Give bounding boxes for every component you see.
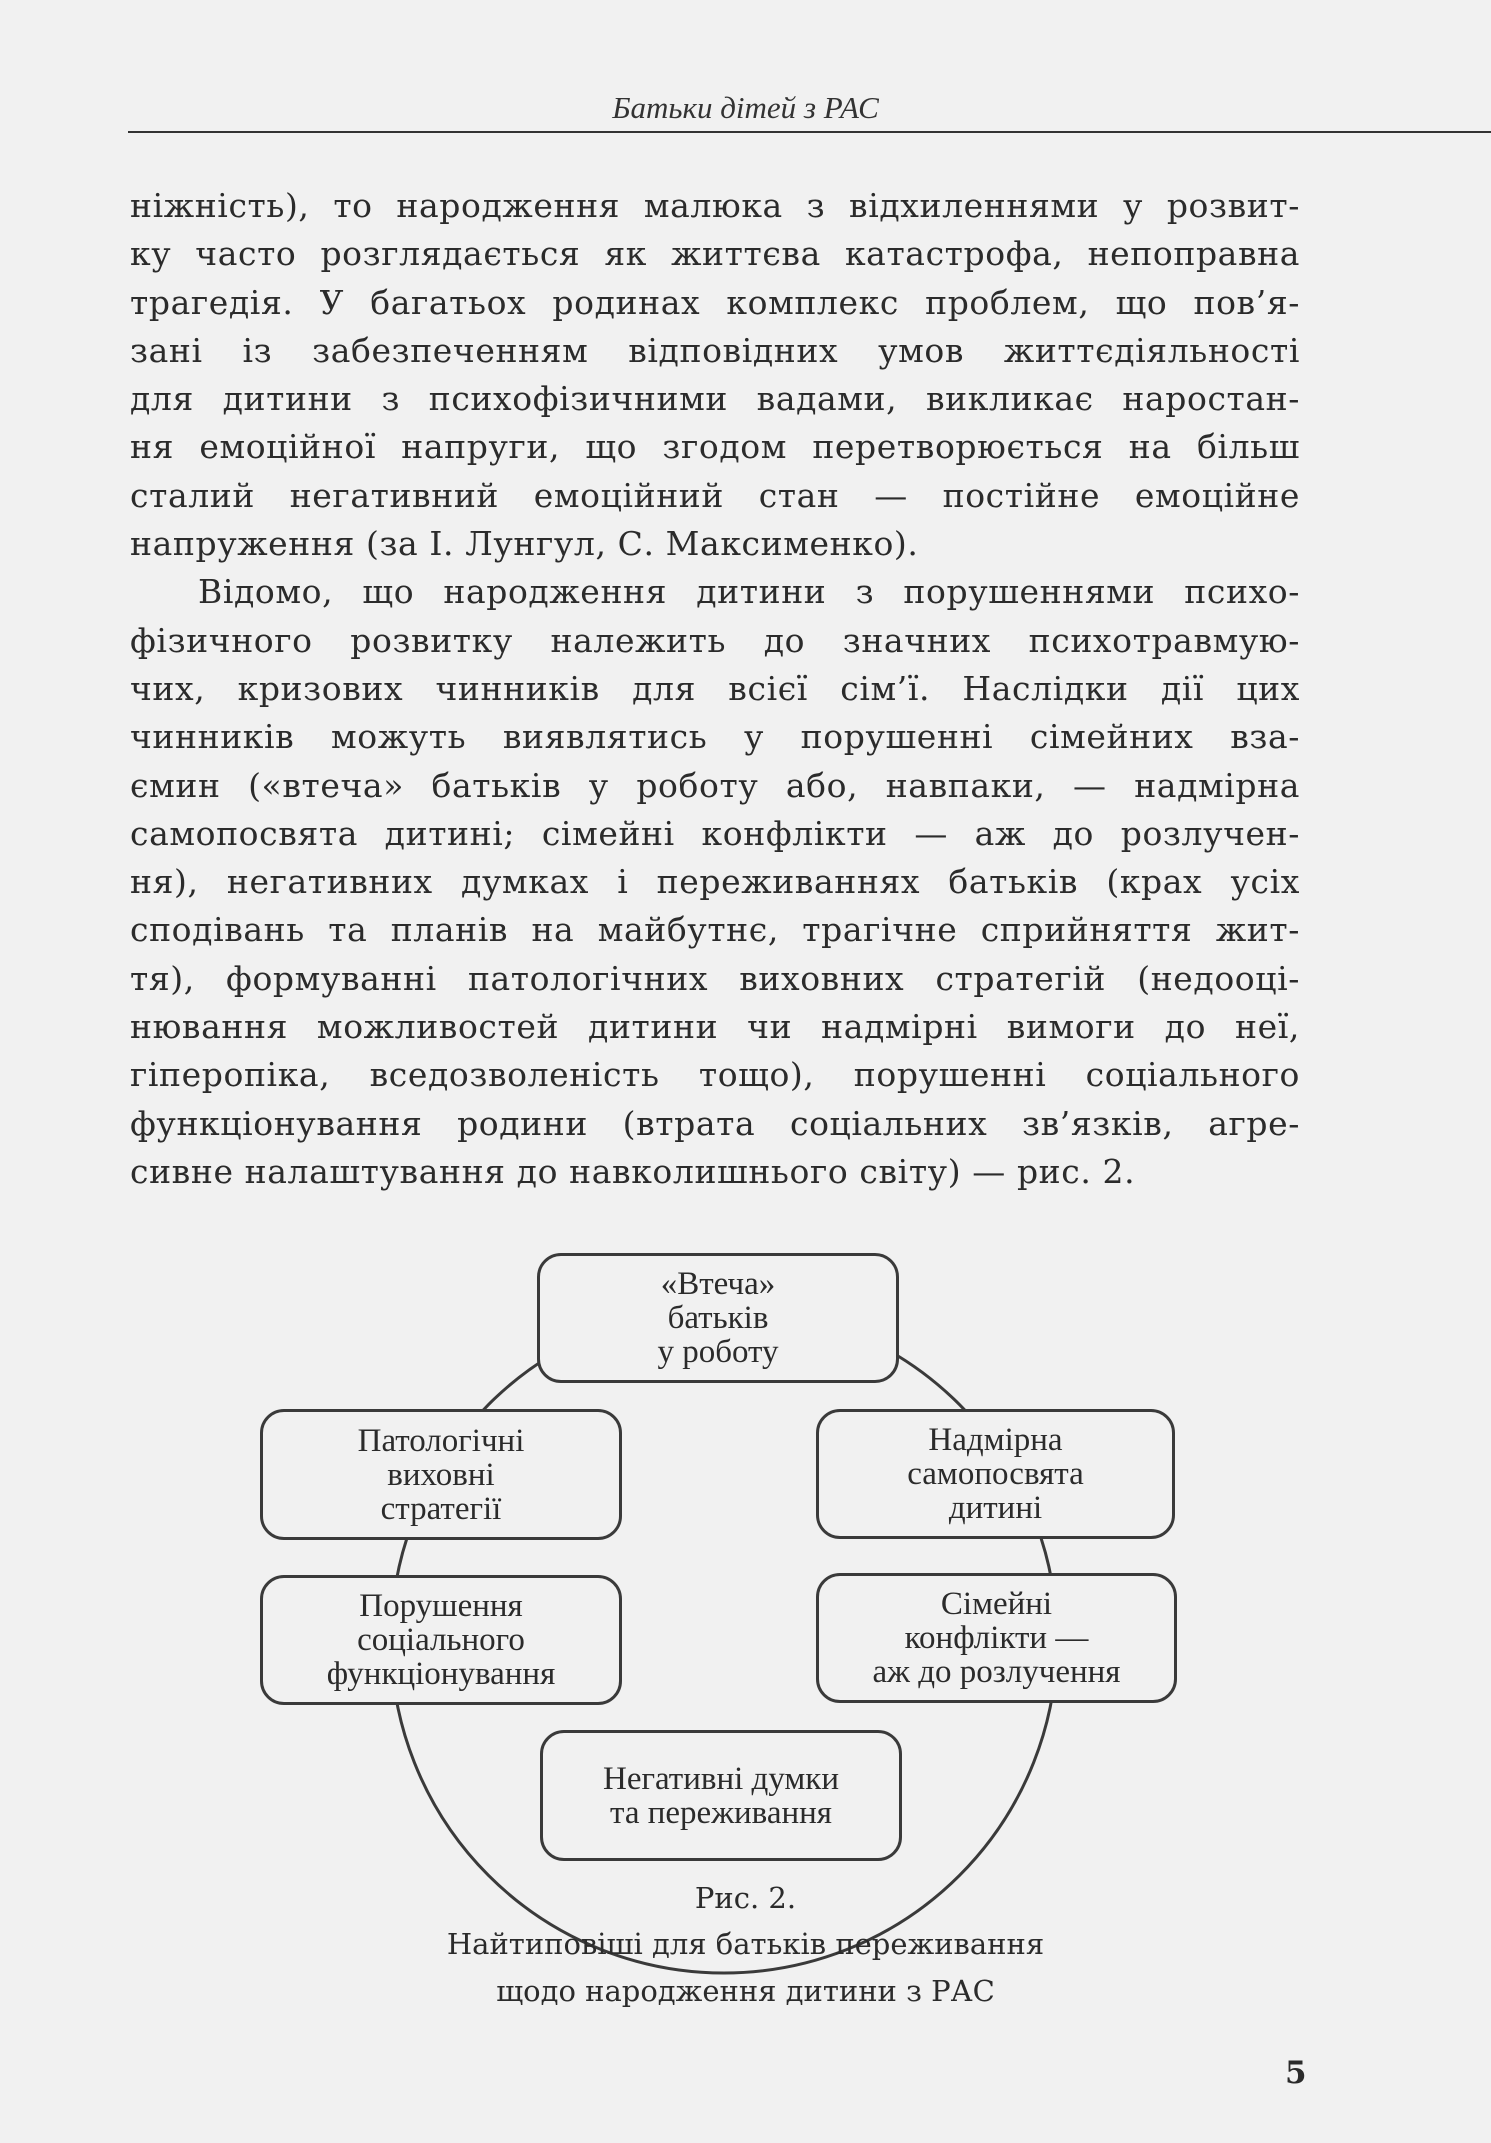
running-header: Батьки дітей з РАС xyxy=(612,90,879,125)
text-line: гіперопіка, вседозволеність тощо), порушенні соціального xyxy=(130,1055,1300,1095)
text-line: тя), формуванні патологічних виховних стратегій (недооці- xyxy=(130,958,1300,998)
node-family-conflicts xyxy=(816,1573,1177,1703)
node-line: батьків xyxy=(667,1300,769,1336)
node-line: конфлікти — xyxy=(904,1620,1089,1656)
text-line: ємин («втеча» батьків у роботу або, навпаки, — надмірна xyxy=(130,765,1300,805)
text-line: ня емоційної напруги, що згодом перетворюється на більш xyxy=(130,427,1300,467)
node-line: функціонування xyxy=(326,1656,556,1692)
figure-caption-line: щодо народження дитини з РАС xyxy=(496,1974,995,2008)
text-line: Відомо, що народження дитини з порушеннями психо- xyxy=(198,572,1300,612)
text-line: ніжність), то народження малюка з відхиленнями у розвит- xyxy=(130,186,1300,225)
text-line: сивне налаштування до навколишнього світу) — рис. 2. xyxy=(130,1151,1136,1191)
text-line: сталий негативний емоційний стан — постійне емоційне xyxy=(130,475,1300,515)
text-line: для дитини з психофізичними вадами, викликає наростан- xyxy=(130,379,1300,419)
text-line: функціонування родини (втрата соціальних зв’язків, агре- xyxy=(130,1103,1300,1143)
text-line: сподівань та планів на майбутнє, трагічне сприйняття жит- xyxy=(130,910,1300,950)
text-line: чинників можуть виявлятись у порушенні сімейних вза- xyxy=(130,717,1300,757)
node-line: дитині xyxy=(948,1490,1043,1526)
text-line: ня), негативних думках і переживаннях батьків (крах усіх xyxy=(130,862,1300,902)
text-line: ку часто розглядається як життєва катастрофа, непоправна xyxy=(130,234,1300,274)
node-negative-thoughts xyxy=(540,1730,902,1861)
node-excessive-devotion xyxy=(816,1409,1175,1539)
node-line: соціального xyxy=(357,1622,525,1658)
text-line: чих, кризових чинників для всієї сім’ї. Наслідки дії цих xyxy=(130,668,1300,708)
text-line: напруження (за І. Лунгул, С. Максименко). xyxy=(130,524,919,564)
node-line: Негативні думки xyxy=(603,1760,839,1797)
figure-caption-line: Найтиповіші для батьків переживання xyxy=(446,1927,1045,1961)
node-line: Сімейні xyxy=(940,1586,1053,1622)
text-line: зані із забезпеченням відповідних умов життєдіяльності xyxy=(130,330,1300,370)
node-line: у роботу xyxy=(657,1334,779,1370)
page-number: 5 xyxy=(1285,2055,1307,2091)
node-line: самопосвята xyxy=(907,1456,1084,1492)
node-line: Надмірна xyxy=(928,1422,1063,1458)
node-line: стратегії xyxy=(380,1490,502,1527)
node-line: «Втеча» xyxy=(660,1266,776,1302)
node-social-dysfunction xyxy=(260,1575,622,1705)
text-line: фізичного розвитку належить до значних психотравмую- xyxy=(130,620,1300,660)
text-line: самопосвята дитині; сімейні конфлікти — аж до розлучен- xyxy=(130,813,1300,853)
node-line: Порушення xyxy=(359,1588,523,1624)
node-line: та переживання xyxy=(610,1794,832,1831)
node-line: аж до розлучення xyxy=(872,1654,1121,1690)
node-escape-to-work xyxy=(537,1253,899,1383)
figure-label: Рис. 2. xyxy=(694,1881,797,1915)
node-line: Патологічні xyxy=(357,1422,525,1459)
text-line: нювання можливостей дитини чи надмірні вимоги до неї, xyxy=(130,1007,1300,1047)
node-pathological-strategies xyxy=(260,1409,622,1540)
node-line: виховні xyxy=(387,1456,495,1493)
text-line: трагедія. У багатьох родинах комплекс проблем, що пов’я- xyxy=(130,282,1300,322)
